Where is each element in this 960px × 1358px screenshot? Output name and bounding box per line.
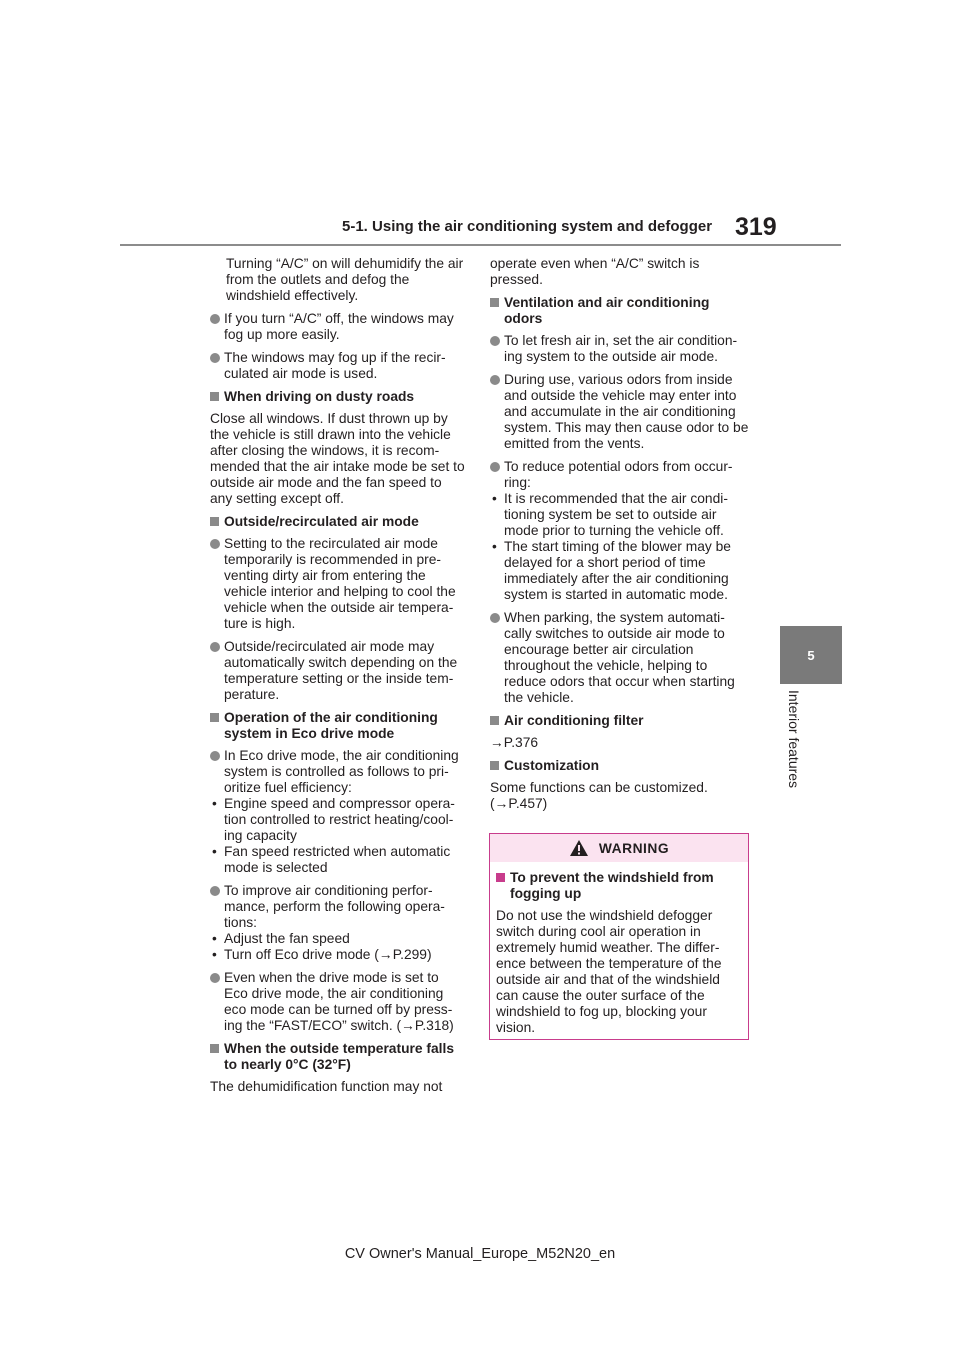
subheading-customization: Customization: [490, 758, 750, 774]
right-column: [490, 256, 750, 819]
bullet-text: To reduce potential odors from occur-ring:: [504, 459, 733, 490]
paragraph: Some functions can be customized. (→P.457): [490, 780, 708, 811]
chapter-number: 5: [807, 647, 815, 663]
subheading-eco-mode: Operation of the air conditioning system in Eco drive mode: [210, 710, 466, 742]
bullet-item: During use, various odors from inside and outside the vehicle may enter into and accumulate in the air conditioning system. This may then cause odor to be emitted from the vents.: [490, 372, 750, 452]
footer-manual-id: CV Owner's Manual_Europe_M52N20_en: [344, 1246, 616, 1262]
chapter-tab[interactable]: [780, 626, 842, 684]
sub-item: • Engine speed and compressor opera-tion controlled to restrict heating/cool-ing capacity: [210, 796, 466, 844]
paragraph: operate even when “A/C” switch is pressed.: [490, 256, 700, 287]
warning-label: WARNING: [598, 840, 670, 856]
sub-item: • Fan speed restricted when automatic mode is selected: [210, 844, 466, 876]
bullet-item: Outside/recirculated air mode may automatically switch depending on the temperature setting or the inside tem-perature.: [210, 639, 466, 703]
bullet-item: When parking, the system automati-cally switches to outside air mode to encourage better air circulation throughout the vehicle, helping to reduce odors that occur when starting the vehicle.: [490, 610, 750, 706]
warning-box: [489, 833, 749, 1040]
subheading-ventilation: Ventilation and air conditioning odors: [490, 295, 750, 327]
sub-item: • Turn off Eco drive mode (→P.299): [210, 947, 466, 963]
subheading-filter: Air conditioning filter: [490, 713, 750, 729]
bullet-item: [210, 748, 466, 876]
page-reference-link[interactable]: →P.376: [490, 735, 539, 750]
sub-item: • It is recommended that the air condi-tioning system be set to outside air mode prior to turning the vehicle off.: [490, 491, 750, 539]
header-divider: [120, 244, 841, 246]
warning-header: [490, 834, 748, 862]
chapter-label: Interior features: [786, 690, 802, 789]
bullet-item: Setting to the recirculated air mode temporarily is recommended in pre-venting dirty air from entering the vehicle interior and helping to cool the vehicle when the outside air tempera-ture is high.: [210, 536, 466, 632]
bullet-text: In Eco drive mode, the air conditioning system is controlled as follows to pri-oritize fuel efficiency:: [224, 748, 459, 795]
subheading-outside-temp: When the outside temperature falls to nearly 0°C (32°F): [210, 1041, 466, 1073]
intro-text: Turning “A/C” on will dehumidify the air from the outlets and defog the windshield effectively.: [226, 256, 464, 303]
page-number: 319: [735, 213, 777, 241]
sub-item: • Adjust the fan speed: [210, 931, 466, 947]
bullet-item: To let fresh air in, set the air condition-ing system to the outside air mode.: [490, 333, 750, 365]
warning-icon: [569, 839, 589, 857]
bullet-item: Even when the drive mode is set to Eco drive mode, the air conditioning eco mode can be turned off by press-ing the “FAST/ECO” switch. (→P.318): [210, 970, 466, 1034]
subheading-air-mode: Outside/recirculated air mode: [210, 514, 466, 530]
bullet-item: [490, 459, 750, 603]
paragraph: The dehumidification function may not: [210, 1079, 443, 1094]
left-column: [210, 256, 466, 1102]
sub-item: • The start timing of the blower may be delayed for a short period of time immediately after the air conditioning system is started in automatic mode.: [490, 539, 750, 603]
subheading-dusty-roads: When driving on dusty roads: [210, 389, 466, 405]
bullet-item: The windows may fog up if the recir-culated air mode is used.: [210, 350, 466, 382]
bullet-item: If you turn “A/C” off, the windows may fog up more easily.: [210, 311, 466, 343]
section-title: 5-1. Using the air conditioning system and defogger: [342, 218, 713, 235]
bullet-text: To improve air conditioning perfor-mance, perform the following opera-tions:: [224, 883, 445, 930]
paragraph: Close all windows. If dust thrown up by the vehicle is still drawn into the vehicle after closing the windows, it is recom-mended that the air intake mode be set to outside air mode and the fan speed to any setting except off.: [210, 411, 465, 506]
warning-heading: To prevent the windshield from fogging up: [496, 870, 742, 902]
bullet-item: [210, 883, 466, 963]
warning-text: Do not use the windshield defogger switch during cool air operation in extremely humid weather. The differ-ence between the temperature of the outside air and that of the windshield can cause the outer surface of the windshield to fog up, blocking your vision.: [496, 908, 722, 1035]
